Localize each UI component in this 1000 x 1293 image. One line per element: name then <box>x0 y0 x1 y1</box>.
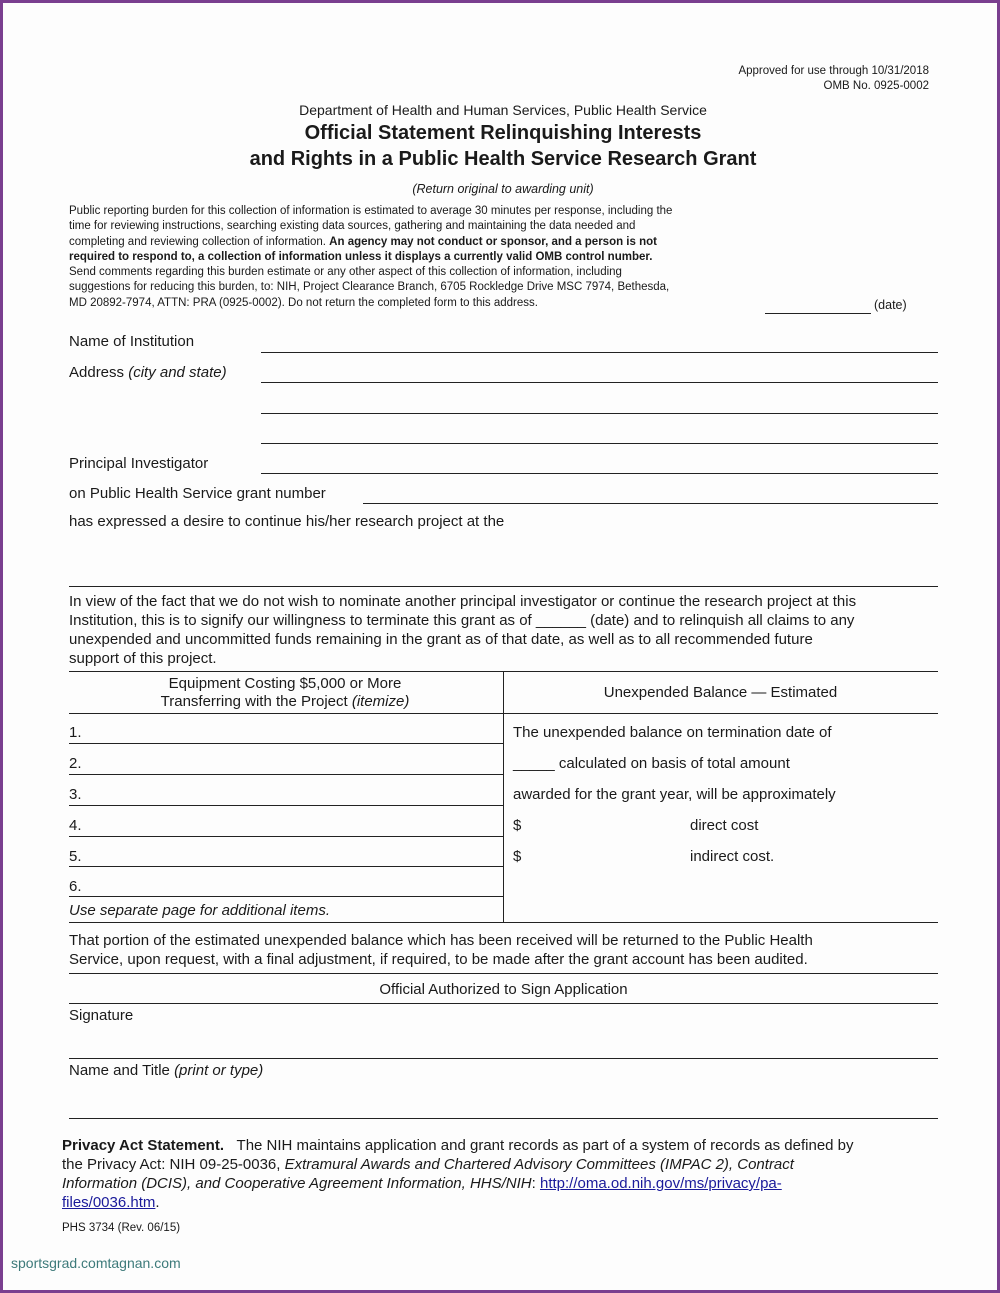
department-name: Department of Health and Human Services, Public Health Service <box>299 102 707 118</box>
institution-field[interactable] <box>261 352 938 353</box>
direct-cost-label: direct cost <box>690 817 759 834</box>
items-note: Use separate page for additional items. <box>69 902 330 919</box>
address-field-1[interactable] <box>261 382 938 383</box>
equipment-header-line-1: Equipment Costing $5,000 or More <box>168 675 402 692</box>
table-bottom-border <box>69 922 938 923</box>
name-title-text: Name and Title <box>69 1062 170 1079</box>
grant-number-label: on Public Health Service grant number <box>69 485 326 502</box>
equipment-header-hint: (itemize) <box>351 693 410 710</box>
approved-text: Approved for use through 10/31/2018 <box>738 65 929 77</box>
desire-text: has expressed a desire to continue his/her research project at the <box>69 513 505 530</box>
item-field-4[interactable] <box>69 836 503 837</box>
balance-text-line-1: The unexpended balance on termination date of <box>513 724 832 741</box>
date-line[interactable] <box>765 313 871 314</box>
paragraph-line: That portion of the estimated unexpended balance which has been received will be returned to the Public Health <box>69 932 813 949</box>
equipment-header-line-2 <box>69 693 501 711</box>
item-number: 5. <box>69 848 82 865</box>
item-number: 2. <box>69 755 82 772</box>
balance-text-line-3: awarded for the grant year, will be approximately <box>513 786 836 803</box>
relinquish-paragraph <box>69 592 949 668</box>
privacy-line-1 <box>62 1136 942 1155</box>
indirect-cost-label: indirect cost. <box>690 848 775 865</box>
paragraph-line: support of this project. <box>69 650 217 667</box>
item-field-1[interactable] <box>69 743 503 744</box>
equipment-header <box>69 675 501 711</box>
signature-field[interactable] <box>69 1058 938 1059</box>
title-line-1: Official Statement Relinquishing Interests <box>304 122 702 144</box>
burden-line: Send comments regarding this burden estimate or any other aspect of this collection of information, including <box>69 266 622 279</box>
dollar-sign: $ <box>513 848 522 865</box>
signature-label: Signature <box>69 1007 134 1024</box>
privacy-link-continued[interactable]: files/0036.htm <box>62 1194 156 1211</box>
institution-continue-field[interactable] <box>69 586 938 587</box>
address-field-3[interactable] <box>261 443 938 444</box>
privacy-line-3 <box>62 1174 942 1193</box>
privacy-line-4 <box>62 1193 942 1212</box>
address-text: Address <box>69 364 125 381</box>
privacy-text: the Privacy Act: NIH 09-25-0036, <box>62 1156 285 1173</box>
item-field-6[interactable] <box>69 896 503 897</box>
item-number: 6. <box>69 878 82 895</box>
paragraph-line: unexpended and uncommitted funds remaining in the grant as of that date, as well as to all recommended future <box>69 631 813 648</box>
privacy-period: . <box>155 1194 160 1211</box>
paragraph-line: In view of the fact that we do not wish to nominate another principal investigator or continue the research project at this <box>69 593 857 610</box>
balance-text-line-2: _____ calculated on basis of total amount <box>513 755 790 772</box>
pi-label: Principal Investigator <box>69 455 209 472</box>
item-number: 4. <box>69 817 82 834</box>
section-divider <box>69 973 938 974</box>
form-number: PHS 3734 (Rev. 06/15) <box>62 1222 181 1234</box>
burden-line: required to respond to, a collection of information unless it displays a currently valid OMB control number. <box>69 250 653 263</box>
burden-line <box>69 235 789 250</box>
address-label <box>69 364 227 381</box>
address-field-2[interactable] <box>261 413 938 414</box>
date-label: (date) <box>874 298 907 312</box>
dollar-sign: $ <box>513 817 522 834</box>
paragraph-line: Service, upon request, with a final adjustment, if required, to be made after the grant account has been audited. <box>69 951 808 968</box>
burden-bold-text: An agency may not conduct or sponsor, and a person is not <box>329 235 657 248</box>
pi-field[interactable] <box>261 473 938 474</box>
name-title-label <box>69 1062 263 1079</box>
table-header-border <box>69 713 938 714</box>
privacy-italic-text: Information (DCIS), and Cooperative Agreement Information, HHS/NIH <box>62 1175 532 1192</box>
name-title-field[interactable] <box>69 1118 938 1119</box>
item-number: 3. <box>69 786 82 803</box>
balance-header: Unexpended Balance — Estimated <box>603 684 838 701</box>
privacy-italic-text: Extramural Awards and Chartered Advisory Committees (IMPAC 2), Contract <box>284 1156 794 1173</box>
burden-line: suggestions for reducing this burden, to: NIH, Project Clearance Branch, 6705 Rockledge Drive MSC 7974, Bethesda, <box>69 281 670 294</box>
return-paragraph <box>69 931 949 969</box>
item-field-3[interactable] <box>69 805 503 806</box>
item-number: 1. <box>69 724 82 741</box>
address-hint: (city and state) <box>128 364 227 381</box>
watermark-text: sportsgrad.comtagnan.com <box>11 1255 181 1271</box>
equipment-header-text: Transferring with the Project <box>160 693 352 710</box>
item-field-2[interactable] <box>69 774 503 775</box>
privacy-line-2 <box>62 1155 942 1174</box>
privacy-colon: : <box>531 1175 540 1192</box>
burden-line: Public reporting burden for this collection of information is estimated to average 30 minutes per response, including the <box>69 205 673 217</box>
form-subtitle: (Return original to awarding unit) <box>412 182 594 196</box>
privacy-statement <box>62 1136 942 1212</box>
table-divider <box>503 671 504 922</box>
burden-statement <box>69 204 789 311</box>
institution-label: Name of Institution <box>69 333 195 350</box>
item-field-5[interactable] <box>69 866 503 867</box>
title-line-2: and Rights in a Public Health Service Research Grant <box>249 148 757 170</box>
official-divider <box>69 1003 938 1004</box>
official-heading: Official Authorized to Sign Application <box>379 981 628 998</box>
approval-info <box>738 64 929 94</box>
omb-number: OMB No. 0925-0002 <box>823 80 929 92</box>
grant-number-field[interactable] <box>363 503 938 504</box>
privacy-heading: Privacy Act Statement. <box>62 1137 225 1154</box>
paragraph-line: Institution, this is to signify our willingness to terminate this grant as of ______ (date) and to relinquish all claims to any <box>69 612 855 629</box>
privacy-text: The NIH maintains application and grant records as part of a system of records as defined by <box>236 1137 854 1154</box>
name-title-hint: (print or type) <box>174 1062 264 1079</box>
burden-line: MD 20892-7974, ATTN: PRA (0925-0002). Do not return the completed form to this address. <box>69 296 538 309</box>
burden-text: completing and reviewing collection of information. <box>69 235 330 248</box>
burden-line: time for reviewing instructions, searching existing data sources, gathering and maintaining the data needed and <box>69 220 636 233</box>
privacy-link[interactable]: http://oma.od.nih.gov/ms/privacy/pa- <box>539 1175 782 1192</box>
